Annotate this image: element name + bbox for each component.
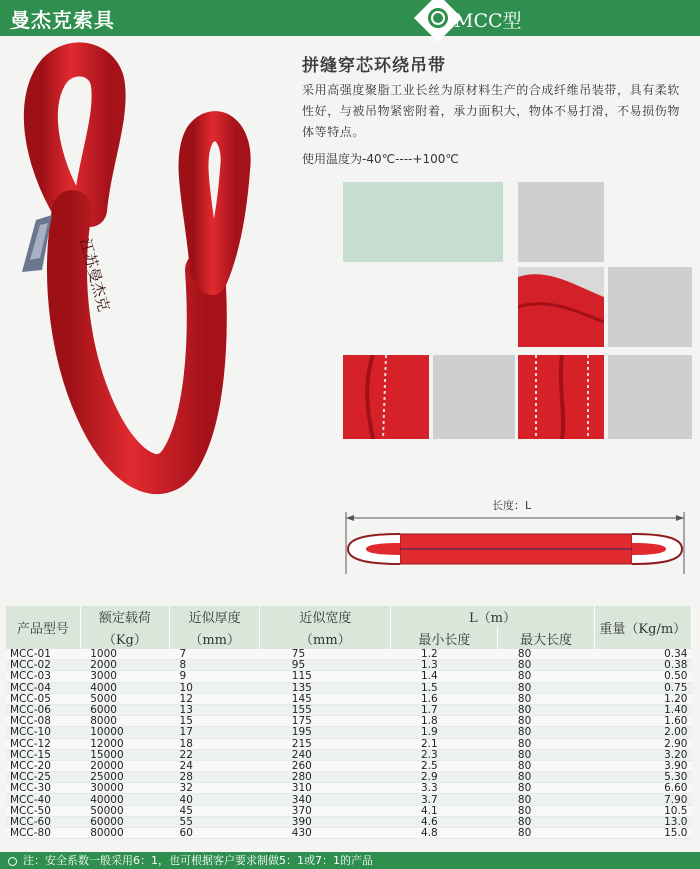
table-cell: 3.3 bbox=[391, 783, 498, 794]
table-cell: 60 bbox=[170, 828, 260, 839]
table-cell: 80 bbox=[498, 671, 594, 682]
table-cell: 175 bbox=[260, 716, 391, 727]
header-min-length: 最小长度 bbox=[391, 627, 498, 649]
ring-dot-icon bbox=[433, 13, 443, 23]
table-cell: MCC-50 bbox=[6, 805, 80, 816]
table-cell: 1.9 bbox=[391, 727, 498, 738]
table-cell: 4.8 bbox=[391, 828, 498, 839]
table-cell: MCC-10 bbox=[6, 727, 80, 738]
table-cell: MCC-80 bbox=[6, 828, 80, 839]
tile-sling-closeup-2 bbox=[343, 355, 429, 439]
table-cell: 135 bbox=[260, 682, 391, 693]
table-cell: MCC-08 bbox=[6, 716, 80, 727]
table-row bbox=[6, 660, 692, 671]
sling-photo bbox=[0, 40, 300, 510]
table-cell: 115 bbox=[260, 671, 391, 682]
table-cell: 2.3 bbox=[391, 749, 498, 760]
product-title: 拼缝穿芯环绕吊带 bbox=[302, 56, 446, 76]
table-cell: 75 bbox=[260, 649, 391, 660]
table-cell: 30000 bbox=[80, 783, 169, 794]
model-label: MCC型 bbox=[454, 10, 522, 32]
table-row bbox=[6, 816, 692, 827]
table-cell: 1.6 bbox=[391, 693, 498, 704]
table-cell: MCC-15 bbox=[6, 749, 80, 760]
table-cell: 5000 bbox=[80, 693, 169, 704]
table-cell: 9 bbox=[170, 671, 260, 682]
header-width-unit: （mm） bbox=[260, 627, 391, 649]
table-cell: 32 bbox=[170, 783, 260, 794]
table-cell: 1.20 bbox=[594, 693, 691, 704]
table-cell: 0.34 bbox=[594, 649, 691, 660]
table-cell: 4000 bbox=[80, 682, 169, 693]
table-cell: 80 bbox=[498, 749, 594, 760]
table-cell: 10 bbox=[170, 682, 260, 693]
table-cell: 0.75 bbox=[594, 682, 691, 693]
table-cell: 1.4 bbox=[391, 671, 498, 682]
table-cell: 280 bbox=[260, 772, 391, 783]
table-row bbox=[6, 783, 692, 794]
table-cell: 80 bbox=[498, 727, 594, 738]
table-cell: 60000 bbox=[80, 816, 169, 827]
table-cell: 45 bbox=[170, 805, 260, 816]
table-cell: MCC-12 bbox=[6, 738, 80, 749]
header-max-length: 最大长度 bbox=[498, 627, 594, 649]
table-cell: MCC-30 bbox=[6, 783, 80, 794]
table-cell: 80 bbox=[498, 783, 594, 794]
table-cell: 1.5 bbox=[391, 682, 498, 693]
table-cell: 0.50 bbox=[594, 671, 691, 682]
table-cell: 8 bbox=[170, 660, 260, 671]
table-cell: 95 bbox=[260, 660, 391, 671]
table-row bbox=[6, 760, 692, 771]
table-cell: 28 bbox=[170, 772, 260, 783]
table-cell: 145 bbox=[260, 693, 391, 704]
table-cell: 8000 bbox=[80, 716, 169, 727]
table-cell: 6000 bbox=[80, 704, 169, 715]
table-cell: MCC-03 bbox=[6, 671, 80, 682]
table-cell: 3.7 bbox=[391, 794, 498, 805]
table-cell: MCC-04 bbox=[6, 682, 80, 693]
table-row bbox=[6, 727, 692, 738]
table-row bbox=[6, 738, 692, 749]
table-cell: 50000 bbox=[80, 805, 169, 816]
table-cell: 80 bbox=[498, 760, 594, 771]
table-cell: 80000 bbox=[80, 828, 169, 839]
header-width: 近似宽度 bbox=[260, 606, 391, 627]
table-cell: 24 bbox=[170, 760, 260, 771]
table-cell: 430 bbox=[260, 828, 391, 839]
table-cell: 2.1 bbox=[391, 738, 498, 749]
length-diagram bbox=[338, 508, 692, 580]
table-cell: 2.90 bbox=[594, 738, 691, 749]
table-cell: 370 bbox=[260, 805, 391, 816]
length-label: 长度：L bbox=[492, 499, 532, 512]
table-row bbox=[6, 716, 692, 727]
table-cell: 155 bbox=[260, 704, 391, 715]
header-model: 产品型号 bbox=[6, 606, 80, 649]
table-cell: 22 bbox=[170, 749, 260, 760]
table-cell: 10.5 bbox=[594, 805, 691, 816]
table-row bbox=[6, 828, 692, 839]
brand-title: 曼杰克索具 bbox=[10, 8, 115, 32]
table-cell: 7.90 bbox=[594, 794, 691, 805]
table-cell: 1.7 bbox=[391, 704, 498, 715]
table-cell: MCC-60 bbox=[6, 816, 80, 827]
table-cell: 4.6 bbox=[391, 816, 498, 827]
table-cell: 1.8 bbox=[391, 716, 498, 727]
table-cell: 25000 bbox=[80, 772, 169, 783]
spec-table bbox=[6, 606, 692, 839]
table-cell: 6.60 bbox=[594, 783, 691, 794]
table-cell: 340 bbox=[260, 794, 391, 805]
table-cell: 12000 bbox=[80, 738, 169, 749]
table-cell: 80 bbox=[498, 649, 594, 660]
table-row bbox=[6, 749, 692, 760]
table-cell: 2.9 bbox=[391, 772, 498, 783]
product-description: 采用高强度聚脂工业长丝为原材料生产的合成纤维吊装带，具有柔软性好，与被吊物紧密附着，承力面积大，物体不易打滑，不易损伤物体等特点。 bbox=[302, 83, 681, 139]
table-row bbox=[6, 682, 692, 693]
table-cell: 1.2 bbox=[391, 649, 498, 660]
header-load: 额定载荷 bbox=[80, 606, 169, 627]
header-thickness: 近似厚度 bbox=[170, 606, 260, 627]
header-thickness-unit: （mm） bbox=[170, 627, 260, 649]
table-cell: 195 bbox=[260, 727, 391, 738]
footer-note-text: 注：安全系数一般采用6：1，也可根据客户要求制做5：1或7：1的产品 bbox=[23, 854, 373, 867]
table-cell: 80 bbox=[498, 816, 594, 827]
table-row bbox=[6, 794, 692, 805]
table-cell: 7 bbox=[170, 649, 260, 660]
table-cell: 390 bbox=[260, 816, 391, 827]
circle-icon bbox=[8, 857, 17, 866]
header-weight: 重量（Kg/m） bbox=[594, 606, 691, 649]
table-cell: MCC-40 bbox=[6, 794, 80, 805]
table-cell: 13 bbox=[170, 704, 260, 715]
table-cell: 1.60 bbox=[594, 716, 691, 727]
table-cell: 80 bbox=[498, 704, 594, 715]
table-cell: 80 bbox=[498, 716, 594, 727]
table-cell: 4.1 bbox=[391, 805, 498, 816]
footer-note bbox=[0, 852, 700, 869]
table-cell: 13.0 bbox=[594, 816, 691, 827]
table-cell: 80 bbox=[498, 660, 594, 671]
header-length: L（m） bbox=[391, 606, 594, 627]
table-cell: 80 bbox=[498, 772, 594, 783]
table-cell: MCC-06 bbox=[6, 704, 80, 715]
table-cell: 80 bbox=[498, 738, 594, 749]
table-cell: 10000 bbox=[80, 727, 169, 738]
table-cell: 15 bbox=[170, 716, 260, 727]
tile-grey-2 bbox=[608, 267, 692, 347]
table-cell: 2.00 bbox=[594, 727, 691, 738]
table-cell: 80 bbox=[498, 828, 594, 839]
tile-sling-closeup-1 bbox=[518, 267, 604, 347]
table-cell: MCC-25 bbox=[6, 772, 80, 783]
table-cell: MCC-20 bbox=[6, 760, 80, 771]
table-cell: MCC-05 bbox=[6, 693, 80, 704]
table-cell: 55 bbox=[170, 816, 260, 827]
table-cell: 3.90 bbox=[594, 760, 691, 771]
table-row bbox=[6, 671, 692, 682]
table-cell: 240 bbox=[260, 749, 391, 760]
table-row bbox=[6, 805, 692, 816]
table-cell: 12 bbox=[170, 693, 260, 704]
table-cell: 3.20 bbox=[594, 749, 691, 760]
table-cell: MCC-02 bbox=[6, 660, 80, 671]
table-cell: 80 bbox=[498, 805, 594, 816]
table-cell: 40 bbox=[170, 794, 260, 805]
tile-mint bbox=[343, 182, 503, 262]
temperature-range: 使用温度为-40℃----+100℃ bbox=[302, 152, 459, 166]
table-cell: 18 bbox=[170, 738, 260, 749]
table-row bbox=[6, 693, 692, 704]
table-row bbox=[6, 704, 692, 715]
sling-print-text: 江苏曼杰克 bbox=[76, 236, 113, 314]
table-cell: 260 bbox=[260, 760, 391, 771]
table-cell: 2.5 bbox=[391, 760, 498, 771]
tile-sling-closeup-3 bbox=[518, 355, 604, 439]
table-cell: 1.3 bbox=[391, 660, 498, 671]
table-cell: 40000 bbox=[80, 794, 169, 805]
table-cell: 20000 bbox=[80, 760, 169, 771]
table-cell: 80 bbox=[498, 682, 594, 693]
table-cell: MCC-01 bbox=[6, 649, 80, 660]
table-cell: 15000 bbox=[80, 749, 169, 760]
table-cell: 1.40 bbox=[594, 704, 691, 715]
table-cell: 310 bbox=[260, 783, 391, 794]
table-cell: 2000 bbox=[80, 660, 169, 671]
table-row bbox=[6, 772, 692, 783]
header-load-unit: （Kg） bbox=[80, 627, 169, 649]
table-cell: 5.30 bbox=[594, 772, 691, 783]
tile-grey-3 bbox=[433, 355, 515, 439]
table-cell: 15.0 bbox=[594, 828, 691, 839]
table-cell: 0.38 bbox=[594, 660, 691, 671]
table-cell: 1000 bbox=[80, 649, 169, 660]
table-row bbox=[6, 649, 692, 660]
tile-grey-4 bbox=[608, 355, 692, 439]
table-cell: 17 bbox=[170, 727, 260, 738]
table-cell: 80 bbox=[498, 693, 594, 704]
tile-grey-1 bbox=[518, 182, 604, 262]
table-cell: 3000 bbox=[80, 671, 169, 682]
table-cell: 215 bbox=[260, 738, 391, 749]
table-cell: 80 bbox=[498, 794, 594, 805]
